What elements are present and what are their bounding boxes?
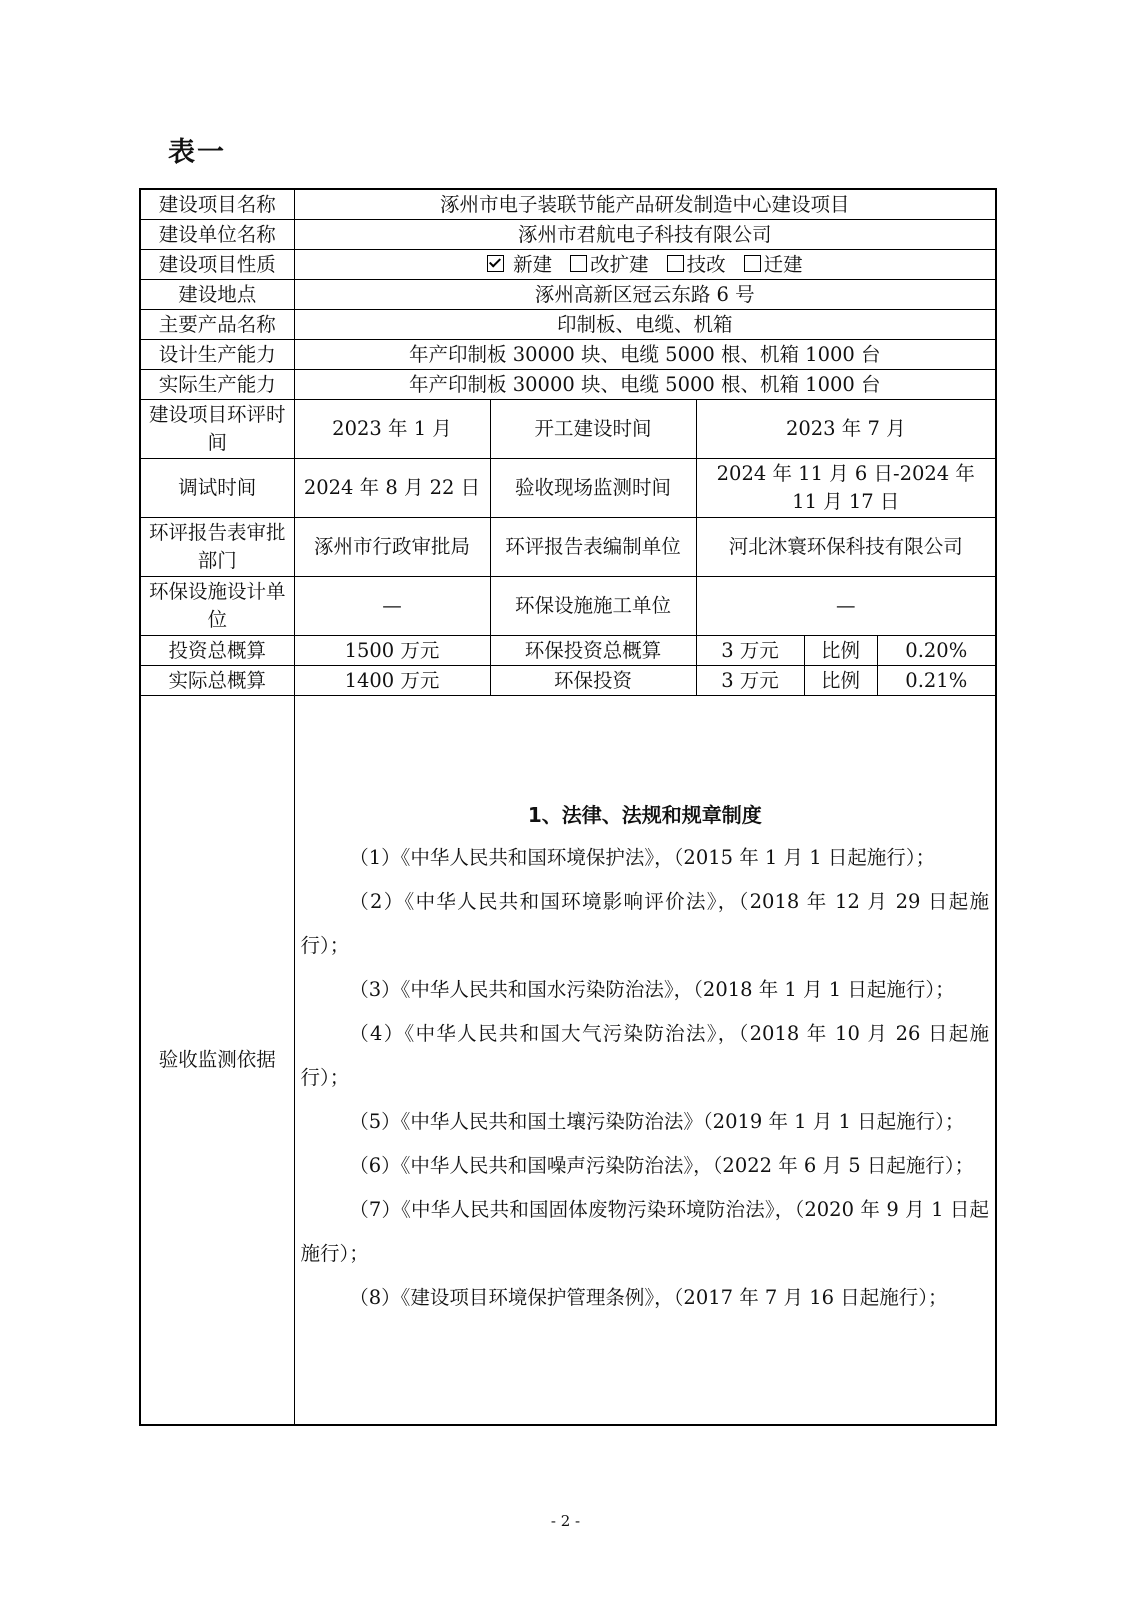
- location-value: 涿州高新区冠云东路 6 号: [294, 280, 996, 310]
- approval-dept-label: 环评报告表审批部门: [140, 518, 294, 577]
- basis-item: （7）《中华人民共和国固体废物污染环境防治法》，（2020 年 9 月 1 日起施行）；: [300, 1198, 990, 1265]
- checkbox-icon: [570, 255, 587, 272]
- design-capacity-value: 年产印制板 30000 块、电缆 5000 根、机箱 1000 台: [294, 340, 996, 370]
- table-heading: 表一: [168, 137, 226, 168]
- start-time-label: 开工建设时间: [490, 400, 696, 459]
- ratio-label: 比例: [804, 666, 877, 696]
- nature-option-expand[interactable]: 改扩建: [570, 253, 649, 276]
- facility-design-value: —: [294, 577, 490, 636]
- table-row: [140, 220, 996, 250]
- monitoring-time-label: 验收现场监测时间: [490, 459, 696, 518]
- nature-label: 建设项目性质: [140, 250, 294, 280]
- products-value: 印制板、电缆、机箱: [294, 310, 996, 340]
- approval-dept-value: 涿州市行政审批局: [294, 518, 490, 577]
- basis-item: （8）《建设项目环境保护管理条例》，（2017 年 7 月 16 日起施行）；: [349, 1286, 948, 1309]
- env-investment-label: 环保投资: [490, 666, 696, 696]
- nature-option-new[interactable]: 新建: [487, 253, 552, 276]
- debug-time-label: 调试时间: [140, 459, 294, 518]
- basis-item: （3）《中华人民共和国水污染防治法》，（2018 年 1 月 1 日起施行）；: [349, 978, 955, 1001]
- unit-name-label: 建设单位名称: [140, 220, 294, 250]
- basis-item: （4）《中华人民共和国大气污染防治法》，（2018 年 10 月 26 日起施行）；: [300, 1022, 990, 1089]
- page-number: - 2 -: [550, 1512, 581, 1530]
- location-label: 建设地点: [140, 280, 294, 310]
- table-row: [140, 696, 996, 1426]
- compiler-value: 河北沐寰环保科技有限公司: [696, 518, 996, 577]
- checkbox-icon: [667, 255, 684, 272]
- table-row: [140, 340, 996, 370]
- basis-item: （5）《中华人民共和国土壤污染防治法》（2019 年 1 月 1 日起施行）；: [349, 1110, 965, 1133]
- table-row: [140, 636, 996, 666]
- ratio-value: 0.20%: [877, 636, 996, 666]
- basis-item: （2）《中华人民共和国环境影响评价法》，（2018 年 12 月 29 日起施行）；: [300, 890, 990, 957]
- table-row: [140, 518, 996, 577]
- nature-options: [294, 250, 996, 280]
- facility-design-label: 环保设施设计单位: [140, 577, 294, 636]
- facility-construction-value: —: [696, 577, 996, 636]
- env-budget-label: 环保投资总概算: [490, 636, 696, 666]
- actual-budget-label: 实际总概算: [140, 666, 294, 696]
- nature-option-relocate[interactable]: 迁建: [744, 253, 803, 276]
- start-time-value: 2023 年 7 月: [696, 400, 996, 459]
- table-row: [140, 666, 996, 696]
- basis-content: [294, 696, 996, 1426]
- basis-item: （1）《中华人民共和国环境保护法》，（2015 年 1 月 1 日起施行）；: [349, 846, 936, 869]
- project-info-table: [139, 188, 997, 1426]
- basis-item: （6）《中华人民共和国噪声污染防治法》，（2022 年 6 月 5 日起施行）；: [349, 1154, 975, 1177]
- budget-value: 1500 万元: [294, 636, 490, 666]
- checked-box-icon: [487, 255, 504, 272]
- project-name-value: 涿州市电子装联节能产品研发制造中心建设项目: [294, 189, 996, 220]
- eia-time-label: 建设项目环评时间: [140, 400, 294, 459]
- monitoring-time-value: 2024 年 11 月 6 日-2024 年 11 月 17 日: [696, 459, 996, 518]
- table-row: [140, 459, 996, 518]
- basis-label: 验收监测依据: [140, 696, 294, 1426]
- table-row: [140, 310, 996, 340]
- table-row: [140, 370, 996, 400]
- products-label: 主要产品名称: [140, 310, 294, 340]
- design-capacity-label: 设计生产能力: [140, 340, 294, 370]
- table-row: [140, 250, 996, 280]
- basis-section-title: 1、法律、法规和规章制度: [527, 803, 762, 827]
- table-row: [140, 189, 996, 220]
- table-row: [140, 280, 996, 310]
- table-row: [140, 577, 996, 636]
- env-investment-value: 3 万元: [696, 666, 804, 696]
- ratio-value: 0.21%: [877, 666, 996, 696]
- ratio-label: 比例: [804, 636, 877, 666]
- actual-budget-value: 1400 万元: [294, 666, 490, 696]
- project-name-label: 建设项目名称: [140, 189, 294, 220]
- actual-capacity-value: 年产印制板 30000 块、电缆 5000 根、机箱 1000 台: [294, 370, 996, 400]
- eia-time-value: 2023 年 1 月: [294, 400, 490, 459]
- compiler-label: 环评报告表编制单位: [490, 518, 696, 577]
- env-budget-value: 3 万元: [696, 636, 804, 666]
- facility-construction-label: 环保设施施工单位: [490, 577, 696, 636]
- checkbox-icon: [744, 255, 761, 272]
- table-row: [140, 400, 996, 459]
- debug-time-value: 2024 年 8 月 22 日: [294, 459, 490, 518]
- budget-label: 投资总概算: [140, 636, 294, 666]
- actual-capacity-label: 实际生产能力: [140, 370, 294, 400]
- nature-option-tech[interactable]: 技改: [667, 253, 726, 276]
- unit-name-value: 涿州市君航电子科技有限公司: [294, 220, 996, 250]
